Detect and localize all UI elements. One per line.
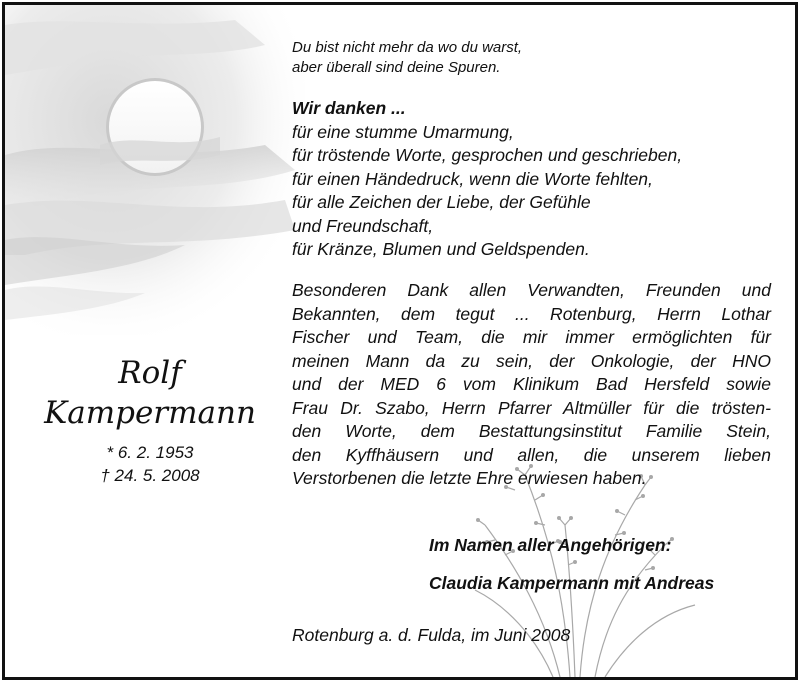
deceased-last-name: Kampermann <box>44 395 256 431</box>
special-thanks-line: Bekannten, dem tegut ... Rotenburg, Herrn Lothar <box>292 303 771 324</box>
thanks-line: für einen Händedruck, wenn die Worte fehlten, <box>292 168 653 189</box>
special-thanks-line: Fischer und Team, die mir immer ermöglichten für <box>292 327 771 347</box>
thanks-heading: Wir danken ... <box>292 98 406 118</box>
special-thanks-line: Verstorbenen die letzte Ehre erwiesen haben. <box>292 468 647 488</box>
thanks-line: und Freundschaft, <box>292 215 434 236</box>
obituary-notice <box>2 2 798 680</box>
special-thanks-line: Frau Dr. Szabo, Herrn Pfarrer Altmüller für die trösten- <box>292 397 771 418</box>
thanks-section <box>292 97 682 262</box>
special-thanks-line: und der MED 6 vom Klinikum Bad Hersfeld sowie <box>292 374 771 394</box>
birth-date: * 6. 2. 1953 <box>106 443 194 462</box>
signature-block <box>429 533 714 595</box>
thanks-line: für alle Zeichen der Liebe, der Gefühle <box>292 192 591 212</box>
place-date: Rotenburg a. d. Fulda, im Juni 2008 <box>292 625 571 645</box>
special-thanks-line: meinen Mann da zu sein, der Onkologie, der HNO <box>292 350 771 371</box>
thanks-line: für Kränze, Blumen und Geldspenden. <box>292 239 590 259</box>
death-date: † 24. 5. 2008 <box>100 466 200 485</box>
special-thanks-paragraph <box>292 279 771 491</box>
special-thanks-line: den Worte, dem Bestattungsinstitut Familie Stein, <box>292 421 771 441</box>
deceased-block <box>25 353 275 487</box>
thanks-line: für tröstende Worte, gesprochen und geschrieben, <box>292 145 683 165</box>
quote-line: Du bist nicht mehr da wo du warst, <box>292 39 523 56</box>
deceased-first-name: Rolf <box>118 355 182 391</box>
signature-intro: Im Namen aller Angehörigen: <box>429 535 672 555</box>
opening-quote <box>292 38 522 78</box>
special-thanks-line: den Kyffhäusern und allen, die unserem lieben <box>292 444 771 465</box>
thanks-line: für eine stumme Umarmung, <box>292 121 514 142</box>
quote-line: aber überall sind deine Spuren. <box>292 59 501 76</box>
special-thanks-line: Besonderen Dank allen Verwandten, Freunden und <box>292 280 771 300</box>
signature-names: Claudia Kampermann mit Andreas <box>429 573 715 593</box>
